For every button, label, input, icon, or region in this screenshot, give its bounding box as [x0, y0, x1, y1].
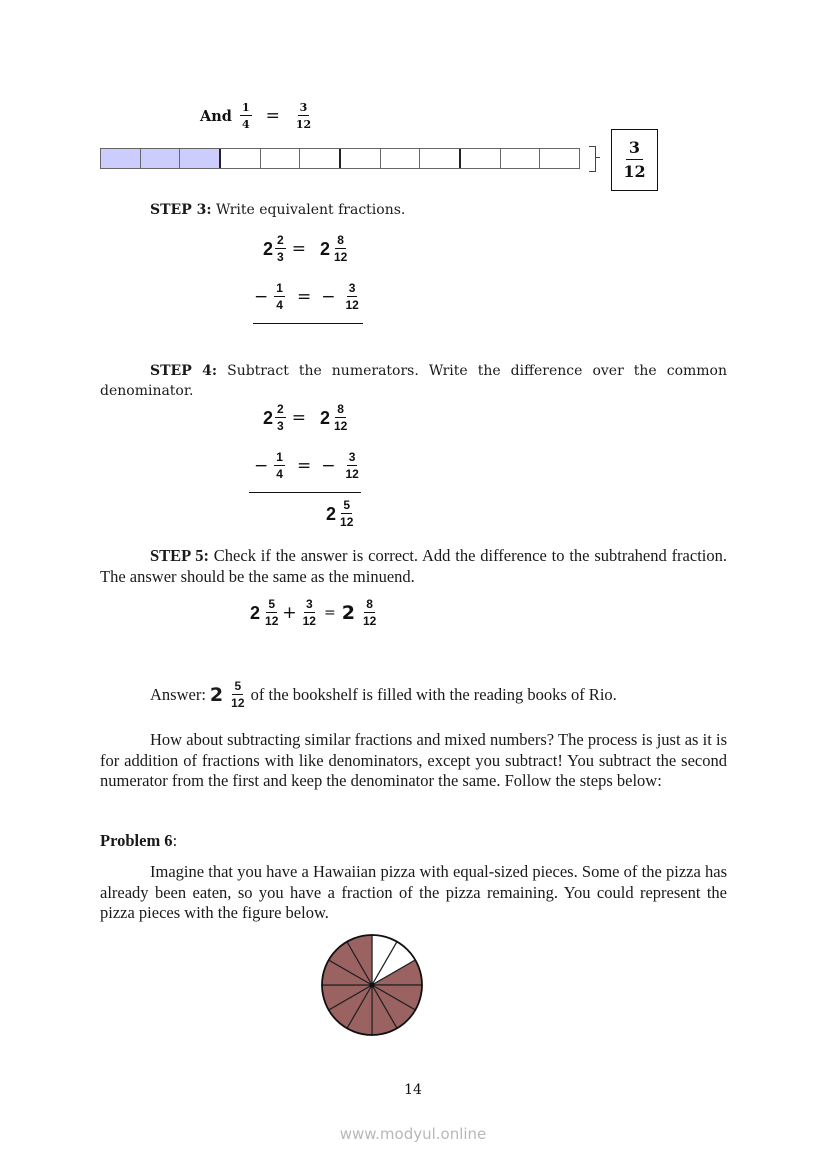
bar-cell — [381, 149, 421, 168]
bracket-tick — [595, 157, 600, 158]
pizza-figure — [320, 933, 424, 1037]
equals-sign: = — [291, 239, 306, 259]
similar-fractions-paragraph: How about subtracting similar fractions and mixed numbers? The process is just as it is for addition of fractions with like denominators, except you subtract! You subtract the second numerator from the first and keep the denominator the same. Follow the steps below: — [100, 730, 727, 790]
step5-paragraph — [100, 546, 727, 587]
equals-sign: = — [323, 605, 336, 621]
bar-cell — [261, 149, 301, 168]
bar-cell — [300, 149, 341, 168]
page-number: 14 — [404, 1082, 422, 1098]
fraction: $\frac{3}{12}$ — [345, 450, 359, 481]
bar-cell — [221, 149, 261, 168]
bar-cell — [540, 149, 579, 168]
step3-row2 — [254, 282, 361, 312]
step5-label: STEP 5: — [150, 546, 209, 565]
step3-sum-line — [253, 323, 363, 324]
fraction: $\frac{5}{12}$ — [340, 498, 354, 529]
bar-cell-shaded — [101, 149, 141, 168]
step4-result: 2 $\frac{5}{12}$ — [326, 498, 354, 529]
fraction-one-quarter: $\frac{1}{4}$ — [241, 101, 250, 131]
fraction-label-box — [611, 129, 658, 191]
problem6-text: Imagine that you have a Hawaiian pizza with equal-sized pieces. Some of the pizza has already been eaten, so you have a fraction of the pizza remaining. You could represent the pizza pieces with the figure below. — [100, 862, 727, 922]
answer-prefix: Answer: — [150, 684, 206, 704]
problem6-heading — [100, 831, 177, 852]
step4-label: STEP 4: — [150, 363, 218, 379]
bar-cell — [501, 149, 541, 168]
problem6-colon: : — [172, 831, 178, 850]
fraction-bar — [100, 148, 580, 169]
step4-row1: 2 $\frac{2}{3}$ = 2 $\frac{8}{12}$ — [263, 402, 348, 433]
step4-sum-line — [249, 492, 361, 493]
fraction: $\frac{3}{12}$ — [302, 597, 316, 628]
and-label: And — [200, 107, 232, 125]
step3-row1: 2 $\frac{2}{3}$ = 2 $\frac{8}{12}$ — [263, 233, 348, 264]
step4-paragraph — [100, 361, 727, 401]
answer-line — [150, 680, 617, 710]
step3-text: Write equivalent fractions. — [211, 202, 406, 218]
minus-sign: − — [321, 287, 336, 307]
watermark: www.modyul.online — [339, 1125, 487, 1143]
equals-sign: = — [296, 287, 312, 307]
box-fraction: $\frac{3}{12}$ — [623, 138, 646, 181]
fraction: $\frac{8}{12}$ — [333, 233, 348, 264]
fraction: $\frac{8}{12}$ — [333, 402, 348, 433]
fraction-three-twelfths: $\frac{3}{12}$ — [295, 101, 312, 131]
answer-fraction: $\frac{5}{12}$ — [231, 679, 245, 710]
fraction: $\frac{3}{12}$ — [345, 281, 359, 312]
minus-sign: − — [254, 456, 269, 476]
answer-whole: 2 — [209, 683, 224, 706]
plus-sign: + — [282, 603, 297, 623]
bar-cell — [341, 149, 381, 168]
fraction: $\frac{1}{4}$ — [276, 281, 283, 312]
bar-cell — [461, 149, 501, 168]
bracket-icon — [589, 146, 596, 172]
fraction: $\frac{8}{12}$ — [362, 597, 377, 628]
pizza-center — [370, 983, 375, 988]
answer-suffix: of the bookshelf is filled with the reading books of Rio. — [246, 684, 617, 704]
top-equation — [200, 101, 313, 131]
step4-row2 — [254, 451, 361, 481]
step5-text: Check if the answer is correct. Add the difference to the subtrahend fraction. The answer should be the same as the minuend. — [100, 546, 727, 586]
fraction: $\frac{1}{4}$ — [276, 450, 283, 481]
fraction: $\frac{2}{3}$ — [277, 402, 284, 433]
fraction: $\frac{2}{3}$ — [277, 233, 284, 264]
step3-label: STEP 3: — [150, 202, 212, 218]
equals-sign: = — [291, 408, 306, 428]
step4-text: Subtract the numerators. Write the difference over the common denominator. — [100, 363, 728, 399]
bar-cell-shaded — [141, 149, 181, 168]
fraction: $\frac{5}{12}$ — [265, 597, 279, 628]
minus-sign: − — [321, 456, 336, 476]
minus-sign: − — [254, 287, 269, 307]
problem6-title: Problem 6 — [100, 831, 173, 850]
bar-cell — [420, 149, 461, 168]
step3-heading — [150, 202, 405, 218]
step5-equation: 2 $\frac{5}{12}$ + $\frac{3}{12}$ = 2 $\frac{8}{12}$ — [250, 597, 377, 628]
equals-sign: = — [296, 456, 312, 476]
bar-cell-shaded — [180, 149, 221, 168]
equals-sign: = — [265, 106, 280, 126]
